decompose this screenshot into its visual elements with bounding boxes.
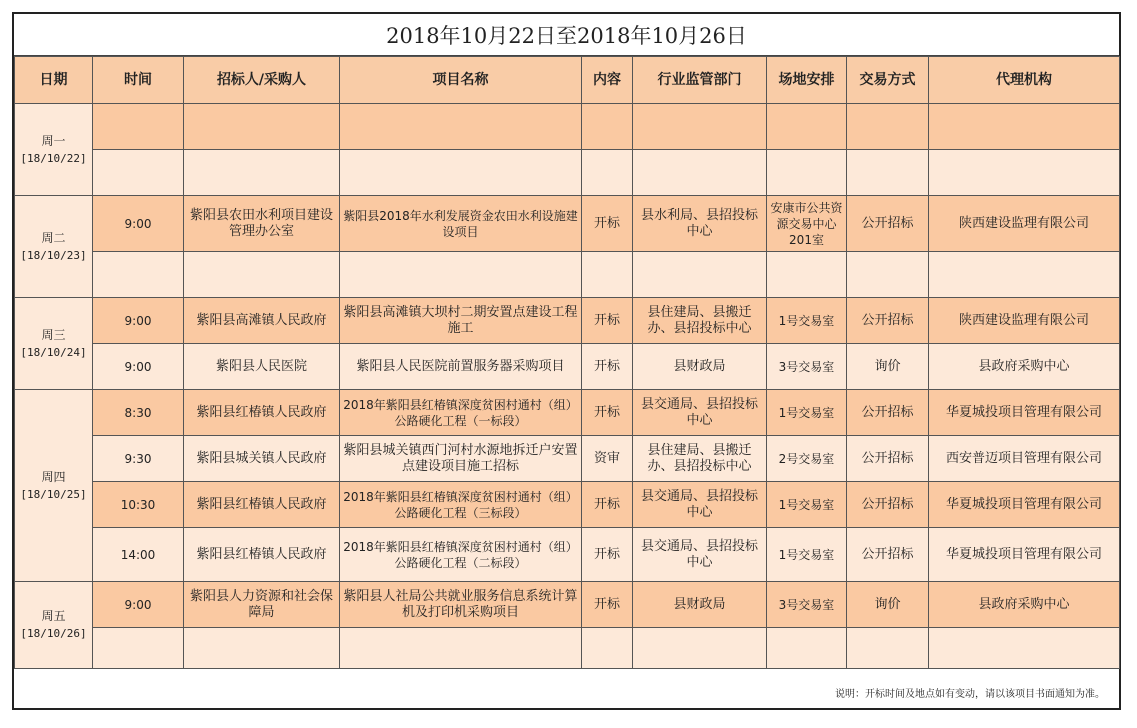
col-method-header: 交易方式 <box>847 57 929 104</box>
day-label: 周一 <box>41 133 66 148</box>
empty-cell <box>633 628 767 669</box>
empty-cell <box>582 628 633 669</box>
empty-cell <box>929 252 1120 298</box>
buyer-cell: 紫阳县高滩镇人民政府 <box>184 298 340 344</box>
venue-cell: 1号交易室 <box>767 390 847 436</box>
day-cell-thursday <box>15 390 93 582</box>
table-row <box>15 582 1120 628</box>
empty-cell <box>582 104 633 150</box>
empty-cell <box>340 150 582 196</box>
table-row <box>15 390 1120 436</box>
table-row <box>15 104 1120 150</box>
agency-cell: 华夏城投项目管理有限公司 <box>929 390 1120 436</box>
empty-cell <box>767 150 847 196</box>
day-cell-wednesday <box>15 298 93 390</box>
empty-cell <box>767 104 847 150</box>
venue-cell: 1号交易室 <box>767 482 847 528</box>
col-agency-header: 代理机构 <box>929 57 1120 104</box>
agency-cell: 华夏城投项目管理有限公司 <box>929 482 1120 528</box>
empty-cell <box>929 104 1120 150</box>
venue-cell: 安康市公共资源交易中心201室 <box>767 196 847 252</box>
empty-cell <box>847 104 929 150</box>
time-cell: 14:00 <box>93 528 184 582</box>
dept-cell: 县住建局、县搬迁办、县招投标中心 <box>633 298 767 344</box>
day-date: [18/10/25] <box>20 487 87 501</box>
empty-cell <box>184 628 340 669</box>
time-cell: 9:00 <box>93 298 184 344</box>
buyer-cell: 紫阳县城关镇人民政府 <box>184 436 340 482</box>
dept-cell: 县财政局 <box>633 582 767 628</box>
day-date: [18/10/26] <box>20 627 87 640</box>
method-cell: 询价 <box>847 582 929 628</box>
table-row <box>15 344 1120 390</box>
buyer-cell: 紫阳县农田水利项目建设管理办公室 <box>184 196 340 252</box>
empty-cell <box>767 252 847 298</box>
empty-cell <box>847 252 929 298</box>
buyer-cell: 紫阳县红椿镇人民政府 <box>184 528 340 582</box>
agency-cell: 西安普迈项目管理有限公司 <box>929 436 1120 482</box>
day-date: [18/10/22] <box>20 151 87 165</box>
dept-cell: 县住建局、县搬迁办、县招投标中心 <box>633 436 767 482</box>
time-cell: 9:00 <box>93 582 184 628</box>
table-row <box>15 528 1120 582</box>
venue-cell: 1号交易室 <box>767 298 847 344</box>
empty-cell <box>633 252 767 298</box>
time-cell: 9:00 <box>93 196 184 252</box>
header-row <box>15 57 1120 104</box>
venue-cell: 2号交易室 <box>767 436 847 482</box>
col-content-header: 内容 <box>582 57 633 104</box>
table-row <box>15 482 1120 528</box>
footnote: 说明：开标时间及地点如有变动，请以该项目书面通知为准。 <box>835 689 1105 700</box>
empty-cell <box>340 628 582 669</box>
method-cell: 公开招标 <box>847 196 929 252</box>
venue-cell: 3号交易室 <box>767 582 847 628</box>
method-cell: 公开招标 <box>847 436 929 482</box>
project-cell: 紫阳县高滩镇大坝村二期安置点建设工程施工 <box>340 298 582 344</box>
empty-cell <box>93 252 184 298</box>
project-cell: 2018年紫阳县红椿镇深度贫困村通村（组）公路硬化工程（三标段） <box>340 482 582 528</box>
agency-cell: 华夏城投项目管理有限公司 <box>929 528 1120 582</box>
empty-cell <box>93 150 184 196</box>
dept-cell: 县财政局 <box>633 344 767 390</box>
schedule-table <box>14 56 1120 669</box>
buyer-cell: 紫阳县红椿镇人民政府 <box>184 482 340 528</box>
day-date: [18/10/24] <box>20 345 87 359</box>
col-dept-header: 行业监管部门 <box>633 57 767 104</box>
method-cell: 公开招标 <box>847 390 929 436</box>
empty-cell <box>633 150 767 196</box>
empty-cell <box>847 150 929 196</box>
empty-cell <box>184 104 340 150</box>
empty-cell <box>929 150 1120 196</box>
table-row <box>15 436 1120 482</box>
day-date: [18/10/23] <box>20 248 87 262</box>
empty-cell <box>582 150 633 196</box>
agency-cell: 县政府采购中心 <box>929 582 1120 628</box>
col-date-header: 日期 <box>15 57 93 104</box>
method-cell: 公开招标 <box>847 528 929 582</box>
page-title: 2018年10月22日至2018年10月26日 <box>14 14 1119 56</box>
buyer-cell: 紫阳县红椿镇人民政府 <box>184 390 340 436</box>
dept-cell: 县交通局、县招投标中心 <box>633 482 767 528</box>
project-cell: 紫阳县人社局公共就业服务信息系统计算机及打印机采购项目 <box>340 582 582 628</box>
agency-cell: 县政府采购中心 <box>929 344 1120 390</box>
project-cell: 紫阳县城关镇西门河村水源地拆迁户安置点建设项目施工招标 <box>340 436 582 482</box>
dept-cell: 县水利局、县招投标中心 <box>633 196 767 252</box>
table-row <box>15 196 1120 252</box>
table-row <box>15 628 1120 669</box>
agency-cell: 陕西建设监理有限公司 <box>929 298 1120 344</box>
empty-cell <box>582 252 633 298</box>
day-label: 周三 <box>41 327 66 342</box>
empty-cell <box>340 252 582 298</box>
empty-cell <box>767 628 847 669</box>
content-cell: 开标 <box>582 482 633 528</box>
table-row <box>15 298 1120 344</box>
method-cell: 公开招标 <box>847 482 929 528</box>
dept-cell: 县交通局、县招投标中心 <box>633 390 767 436</box>
dept-cell: 县交通局、县招投标中心 <box>633 528 767 582</box>
content-cell: 资审 <box>582 436 633 482</box>
col-buyer-header: 招标人/采购人 <box>184 57 340 104</box>
content-cell: 开标 <box>582 298 633 344</box>
day-cell-monday <box>15 104 93 196</box>
empty-cell <box>340 104 582 150</box>
buyer-cell: 紫阳县人民医院 <box>184 344 340 390</box>
time-cell: 10:30 <box>93 482 184 528</box>
empty-cell <box>93 628 184 669</box>
col-project-header: 项目名称 <box>340 57 582 104</box>
day-cell-friday <box>15 582 93 669</box>
method-cell: 公开招标 <box>847 298 929 344</box>
content-cell: 开标 <box>582 582 633 628</box>
day-label: 周二 <box>41 230 66 245</box>
buyer-cell: 紫阳县人力资源和社会保障局 <box>184 582 340 628</box>
project-cell: 2018年紫阳县红椿镇深度贫困村通村（组）公路硬化工程（一标段） <box>340 390 582 436</box>
col-time-header: 时间 <box>93 57 184 104</box>
agency-cell: 陕西建设监理有限公司 <box>929 196 1120 252</box>
schedule-sheet <box>12 12 1121 710</box>
empty-cell <box>184 150 340 196</box>
content-cell: 开标 <box>582 196 633 252</box>
time-cell: 9:30 <box>93 436 184 482</box>
venue-cell: 1号交易室 <box>767 528 847 582</box>
empty-cell <box>184 252 340 298</box>
venue-cell: 3号交易室 <box>767 344 847 390</box>
content-cell: 开标 <box>582 344 633 390</box>
empty-cell <box>93 104 184 150</box>
col-venue-header: 场地安排 <box>767 57 847 104</box>
day-cell-tuesday <box>15 196 93 298</box>
time-cell: 9:00 <box>93 344 184 390</box>
time-cell: 8:30 <box>93 390 184 436</box>
method-cell: 询价 <box>847 344 929 390</box>
project-cell: 2018年紫阳县红椿镇深度贫困村通村（组）公路硬化工程（二标段） <box>340 528 582 582</box>
day-label: 周五 <box>41 609 66 623</box>
empty-cell <box>633 104 767 150</box>
empty-cell <box>929 628 1120 669</box>
content-cell: 开标 <box>582 390 633 436</box>
empty-cell <box>847 628 929 669</box>
day-label: 周四 <box>41 469 66 484</box>
project-cell: 紫阳县人民医院前置服务器采购项目 <box>340 344 582 390</box>
table-row <box>15 150 1120 196</box>
project-cell: 紫阳县2018年水利发展资金农田水利设施建设项目 <box>340 196 582 252</box>
content-cell: 开标 <box>582 528 633 582</box>
table-row <box>15 252 1120 298</box>
